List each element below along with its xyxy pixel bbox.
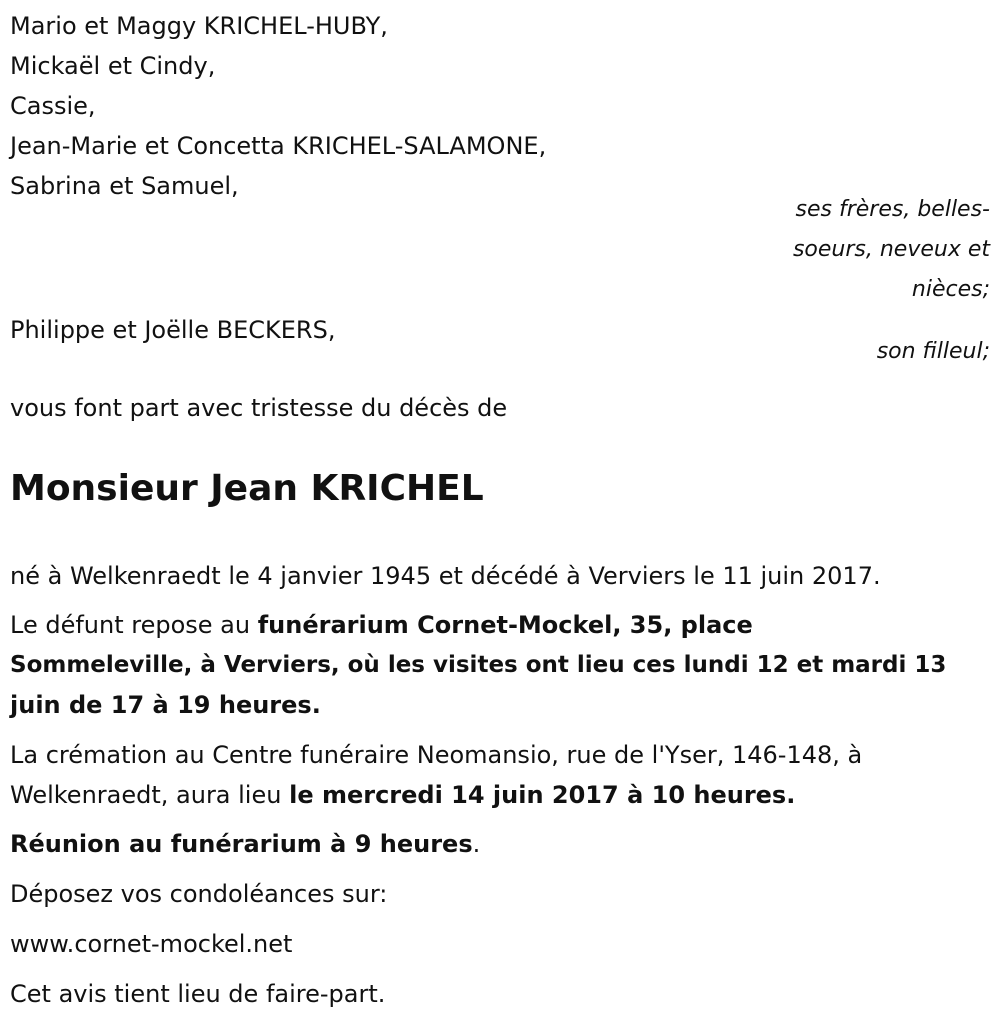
closing-line: Cet avis tient lieu de faire-part. bbox=[10, 980, 386, 1008]
family-line-5: Sabrina et Samuel, bbox=[10, 172, 239, 200]
cremation-line-1: La crémation au Centre funéraire Neomansio, rue de l'Yser, 146-148, à bbox=[10, 741, 863, 769]
cremation-prefix: Welkenraedt, aura lieu bbox=[10, 781, 290, 809]
repose-line-1 bbox=[10, 605, 753, 645]
family-line-1: Mario et Maggy KRICHEL-HUBY, bbox=[10, 12, 388, 40]
reunion-bold: Réunion au funérarium à 9 heures bbox=[10, 830, 473, 858]
relation-godson: son filleul; bbox=[876, 339, 990, 364]
relation-siblings-1: ses frères, belles- bbox=[795, 197, 990, 222]
website-link[interactable]: www.cornet-mockel.net bbox=[10, 930, 293, 958]
reunion-line bbox=[10, 824, 480, 864]
family-line-4: Jean-Marie et Concetta KRICHEL-SALAMONE, bbox=[10, 132, 547, 160]
cremation-date: le mercredi 14 juin 2017 à 10 heures. bbox=[289, 781, 796, 809]
cremation-line-2 bbox=[10, 775, 795, 815]
repose-line-3: juin de 17 à 19 heures. bbox=[10, 691, 321, 719]
announcement-intro: vous font part avec tristesse du décès de bbox=[10, 394, 508, 422]
repose-bold-1: funérarium Cornet-Mockel, 35, place bbox=[257, 611, 753, 639]
reunion-suffix: . bbox=[472, 830, 481, 858]
birth-death-line: né à Welkenraedt le 4 janvier 1945 et décédé à Verviers le 11 juin 2017. bbox=[10, 562, 881, 590]
repose-line-2: Sommeleville, à Verviers, où les visites ont lieu ces lundi 12 et mardi 13 bbox=[10, 652, 947, 678]
condolences-line: Déposez vos condoléances sur: bbox=[10, 880, 388, 908]
relation-siblings-3: nièces; bbox=[911, 277, 990, 302]
family-line-2: Mickaël et Cindy, bbox=[10, 52, 216, 80]
godson-line: Philippe et Joëlle BECKERS, bbox=[10, 316, 336, 344]
repose-prefix: Le défunt repose au bbox=[10, 611, 258, 639]
relation-siblings-2: soeurs, neveux et bbox=[792, 237, 990, 262]
deceased-name: Monsieur Jean KRICHEL bbox=[10, 468, 484, 509]
family-line-3: Cassie, bbox=[10, 92, 96, 120]
